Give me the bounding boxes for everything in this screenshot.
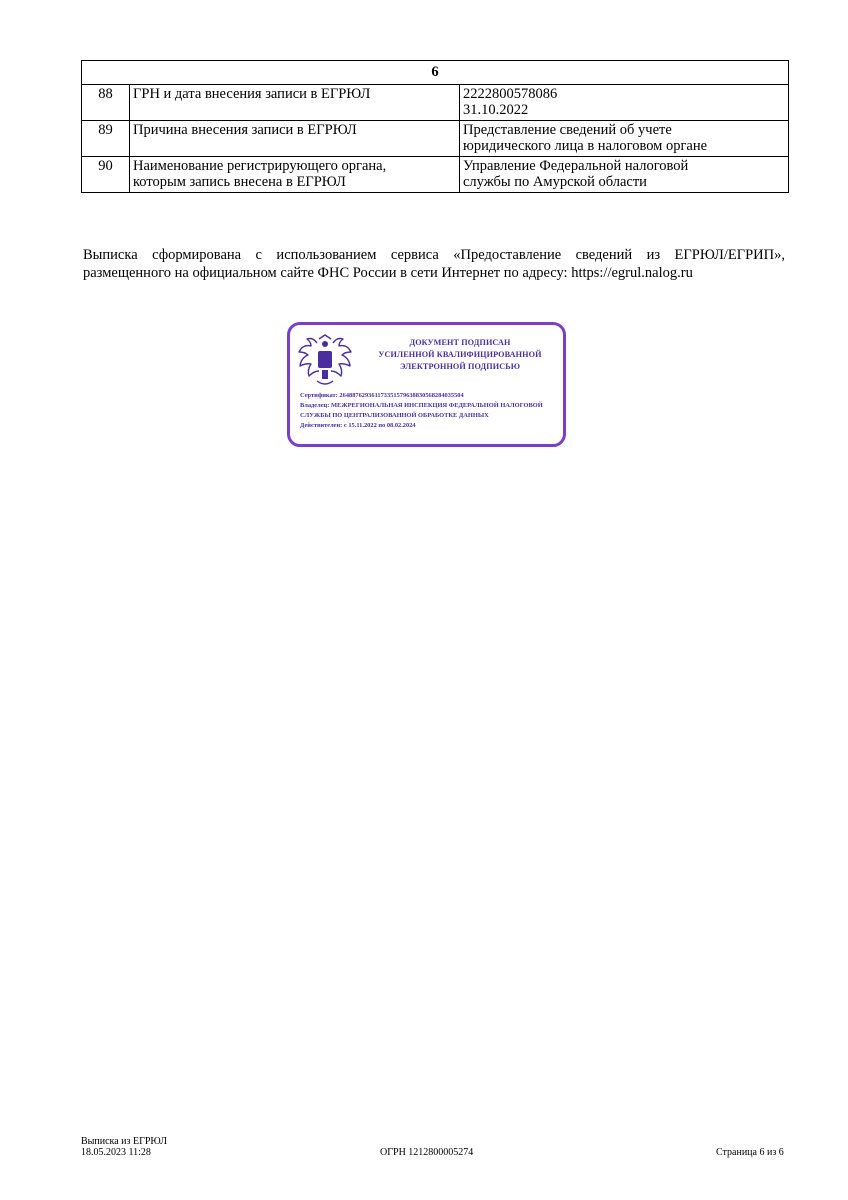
owner-label: Владелец: [300, 402, 330, 409]
owner-value: МЕЖРЕГИОНАЛЬНАЯ ИНСПЕКЦИЯ ФЕДЕРАЛЬНОЙ НАЛОГОВОЙ СЛУЖБЫ ПО ЦЕНТРАЛИЗОВАННОЙ ОБРАБОТКЕ ДАННЫХ [300, 402, 543, 419]
row-value: Управление Федеральной налоговой службы по Амурской области [460, 157, 789, 193]
row-value: 2222800578086 31.10.2022 [460, 85, 789, 121]
certificate-label: Сертификат: [300, 392, 338, 399]
row-number: 90 [82, 157, 130, 193]
row-value: Представление сведений об учете юридического лица в налоговом органе [460, 121, 789, 157]
row-label: ГРН и дата внесения записи в ЕГРЮЛ [130, 85, 460, 121]
stamp-details [300, 391, 562, 431]
owner-line [300, 401, 562, 421]
records-table [81, 60, 789, 193]
row-label: Причина внесения записи в ЕГРЮЛ [130, 121, 460, 157]
stamp-heading: ДОКУМЕНТ ПОДПИСАН УСИЛЕННОЙ КВАЛИФИЦИРОВАННОЙ ЭЛЕКТРОННОЙ ПОДПИСЬЮ [378, 338, 542, 371]
row-number: 89 [82, 121, 130, 157]
section-number: 6 [82, 61, 789, 85]
validity-value: с 15.11.2022 по 08.02.2024 [343, 422, 416, 429]
footer-datetime: 18.05.2023 11:28 [81, 1147, 151, 1158]
section-header-row [82, 61, 789, 85]
certificate-line [300, 391, 562, 401]
service-note: Выписка сформирована с использованием сервиса «Предоставление сведений из ЕГРЮЛ/ЕГРИП», размещенного на официальном сайте ФНС России в сети Интернет по адресу: https://egrul.nalog.ru [83, 247, 785, 281]
validity-label: Действителен: [300, 422, 343, 429]
row-label: Наименование регистрирующего органа, которым запись внесена в ЕГРЮЛ [130, 157, 460, 193]
table-row [82, 157, 789, 193]
certificate-value: 2648876293611733515796388305682840355​04 [339, 392, 464, 399]
footer-page-number: Страница 6 из 6 [716, 1147, 784, 1158]
table-row [82, 85, 789, 121]
validity-line [300, 421, 562, 431]
signature-stamp [287, 322, 566, 447]
table-row [82, 121, 789, 157]
footer-ogrn: ОГРН 1212800005274 [380, 1147, 474, 1158]
footer-doc-title: Выписка из ЕГРЮЛ [81, 1136, 167, 1147]
double-headed-eagle-icon [295, 331, 355, 391]
row-number: 88 [82, 85, 130, 121]
